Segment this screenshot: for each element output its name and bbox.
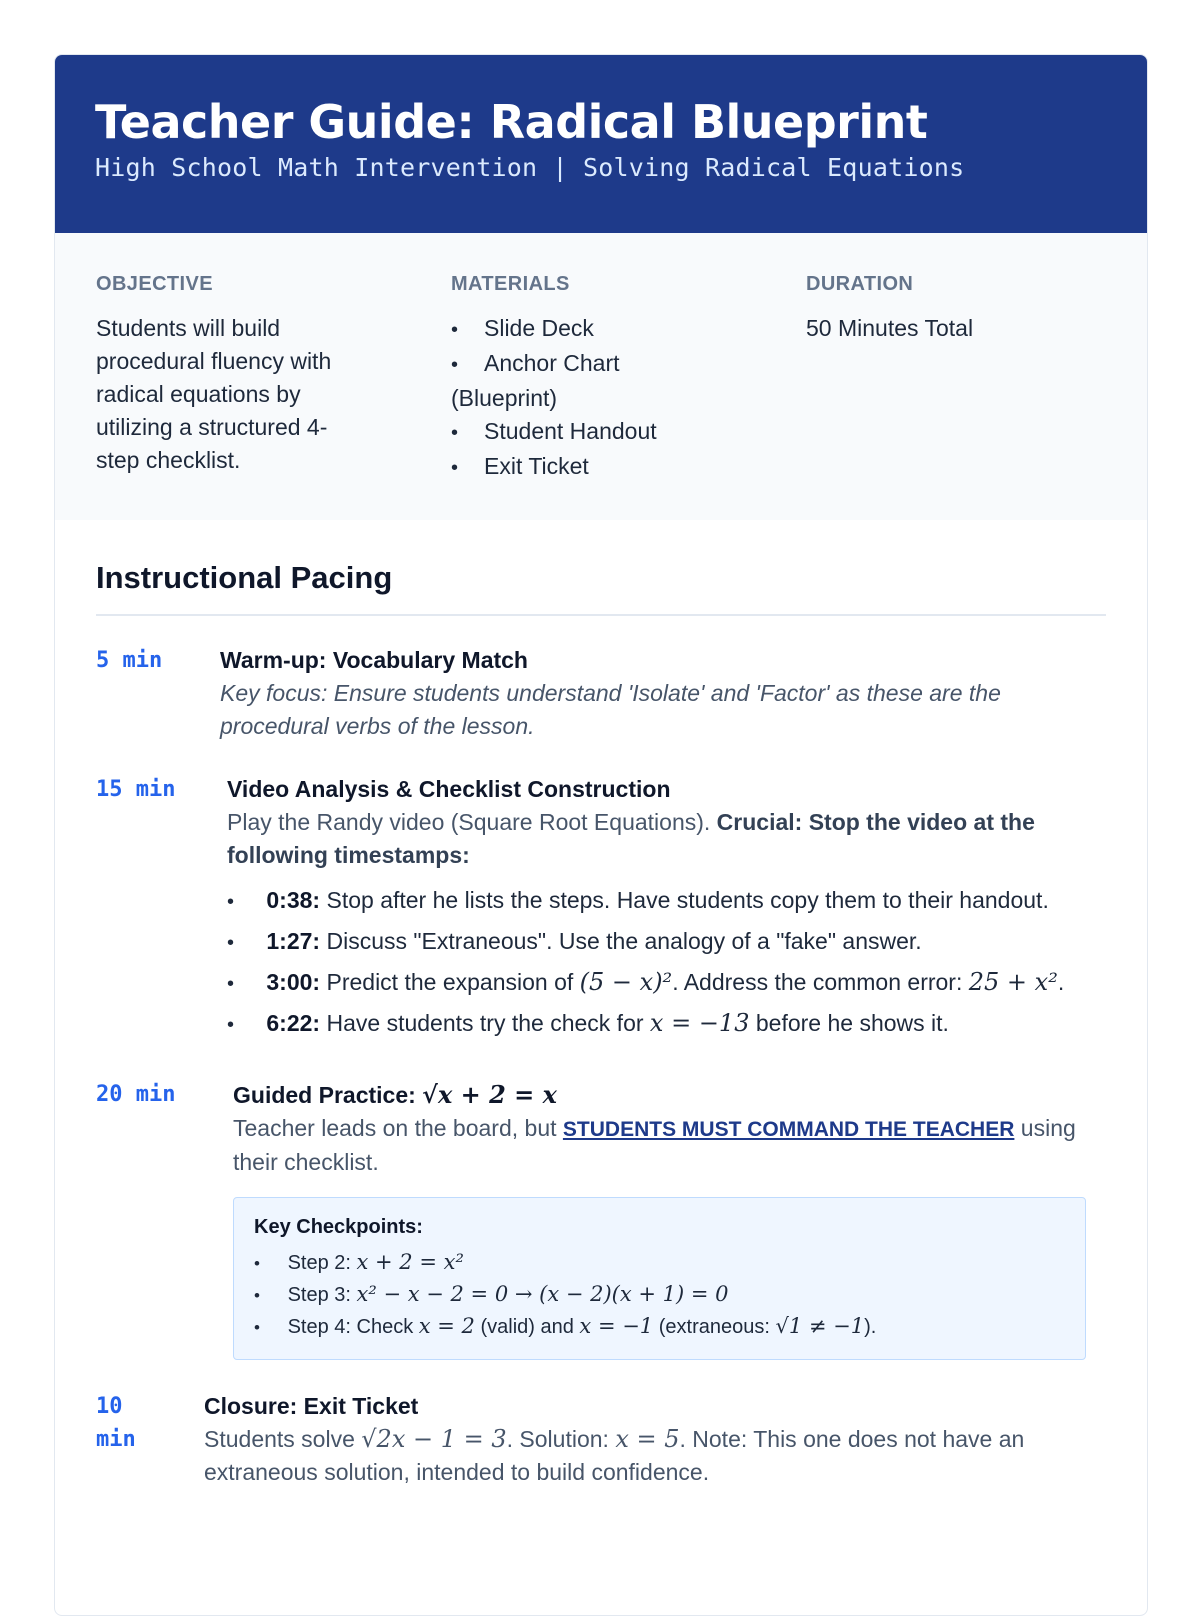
math-expression: x = 2 — [418, 1314, 475, 1338]
objective-text: Students will build procedural fluency with radical equations by utilizing a structured 4-step checklist. — [96, 315, 332, 473]
timestamp-note: Stop after he lists the steps. Have students copy them to their handout. — [326, 887, 1049, 913]
pacing-content — [227, 773, 1087, 1048]
math-expression: x = −1 — [579, 1314, 654, 1338]
key-checkpoints-box — [233, 1197, 1086, 1360]
timestamp-list — [227, 884, 1087, 1042]
description-text: Students solve — [204, 1426, 355, 1452]
materials-label: MATERIALS — [451, 273, 570, 295]
description-text: using their checklist. — [233, 1115, 1076, 1175]
list-item — [227, 884, 1087, 919]
timestamp-note: Discuss "Extraneous". Use the analogy of a "fake" answer. — [326, 928, 922, 954]
students-command-link[interactable]: STUDENTS MUST COMMAND THE TEACHER — [562, 1118, 1015, 1141]
math-expression: x = −13 — [649, 1009, 750, 1037]
list-item: • Exit Ticket — [451, 450, 681, 485]
page-subtitle: High School Math Intervention | Solving Radical Equations — [95, 153, 965, 182]
item-title-text: Guided Practice: — [233, 1082, 416, 1108]
math-expression: √1 ≠ −1 — [775, 1314, 865, 1338]
item-title: Closure: Exit Ticket — [204, 1393, 419, 1419]
math-expression: x² − x − 2 = 0 → (x − 2)(x + 1) = 0 — [356, 1282, 729, 1306]
pacing-item-warmup — [96, 644, 1106, 743]
time-label: 20 min — [96, 1082, 176, 1107]
step-note: ). — [864, 1316, 877, 1338]
step-label: Step 2: — [287, 1252, 351, 1274]
list-item: • Slide Deck — [451, 312, 681, 347]
step-label: Step 4: Check — [287, 1316, 414, 1338]
list-item — [254, 1279, 1065, 1311]
objective-label: OBJECTIVE — [96, 273, 213, 295]
pacing-content — [233, 1078, 1086, 1360]
page-title: Teacher Guide: Radical Blueprint — [95, 95, 928, 149]
checkpoints-list — [254, 1247, 1065, 1343]
list-item — [227, 966, 1087, 1001]
time-label: 5 min — [96, 648, 163, 673]
timestamp: 0:38: — [266, 887, 321, 913]
item-title: Warm-up: Vocabulary Match — [220, 647, 528, 673]
materials-list — [451, 312, 681, 485]
list-item — [254, 1311, 1065, 1343]
duration-block — [806, 273, 1106, 520]
checkpoints-title: Key Checkpoints: — [254, 1216, 423, 1238]
section-title: Instructional Pacing — [96, 560, 1106, 616]
math-expression: (5 − x)² — [579, 968, 673, 996]
description-text: Teacher leads on the board, but — [233, 1115, 557, 1141]
item-title — [233, 1078, 1086, 1112]
list-item — [227, 1007, 1087, 1042]
timestamp: 3:00: — [266, 969, 321, 995]
timestamp: 6:22: — [266, 1010, 321, 1036]
timestamp-note: before he shows it. — [755, 1010, 949, 1036]
pacing-section — [55, 520, 1147, 1489]
pacing-item-video — [96, 773, 1106, 1048]
timestamp-note: . Address the common error: — [672, 969, 963, 995]
timestamp-note: Predict the expansion of — [326, 969, 574, 995]
list-item: • Anchor Chart (Blueprint) — [451, 347, 681, 415]
objective-block — [96, 273, 451, 520]
item-description — [227, 806, 1087, 872]
timestamp: 1:27: — [266, 928, 321, 954]
timestamp-note: Have students try the check for — [326, 1010, 644, 1036]
duration-text: 50 Minutes Total — [806, 315, 974, 341]
item-description — [233, 1112, 1086, 1179]
time-label: 15 min — [96, 777, 176, 802]
math-expression: √x + 2 = x — [422, 1080, 557, 1109]
lesson-card — [54, 54, 1148, 1616]
list-item — [254, 1247, 1065, 1279]
item-description: Key focus: Ensure students understand 'Isolate' and 'Factor' as these are the procedural verbs of the lesson. — [220, 680, 1001, 739]
math-expression: 25 + x² — [968, 968, 1058, 996]
time-label: 10 min — [96, 1394, 136, 1452]
math-expression: x = 5 — [615, 1425, 680, 1453]
item-description — [204, 1423, 1086, 1489]
list-item — [227, 925, 1087, 960]
meta-section — [55, 233, 1147, 520]
pacing-item-guided — [96, 1078, 1106, 1360]
step-label: Step 3: — [287, 1284, 351, 1306]
item-title: Video Analysis & Checklist Construction — [227, 776, 671, 802]
description-text: Play the Randy video (Square Root Equations). — [227, 809, 711, 835]
pacing-item-closure — [96, 1390, 1106, 1489]
math-expression: √2x − 1 = 3 — [361, 1425, 507, 1453]
pacing-content — [220, 644, 1088, 743]
materials-block — [451, 273, 806, 520]
description-text: . Solution: — [506, 1426, 609, 1452]
step-note: (extraneous: — [658, 1316, 770, 1338]
duration-label: DURATION — [806, 273, 914, 295]
timestamp-note: . — [1057, 969, 1065, 995]
description-text: . Note: This one does not have an extraneous solution, intended to build confidence. — [204, 1426, 1025, 1485]
list-item: • Student Handout — [451, 415, 681, 450]
header — [55, 55, 1147, 233]
description-emphasis: Crucial: Stop the video at the following timestamps: — [227, 809, 1035, 868]
step-note: (valid) and — [480, 1316, 574, 1338]
pacing-content — [204, 1390, 1086, 1489]
math-expression: x + 2 = x² — [356, 1250, 464, 1274]
